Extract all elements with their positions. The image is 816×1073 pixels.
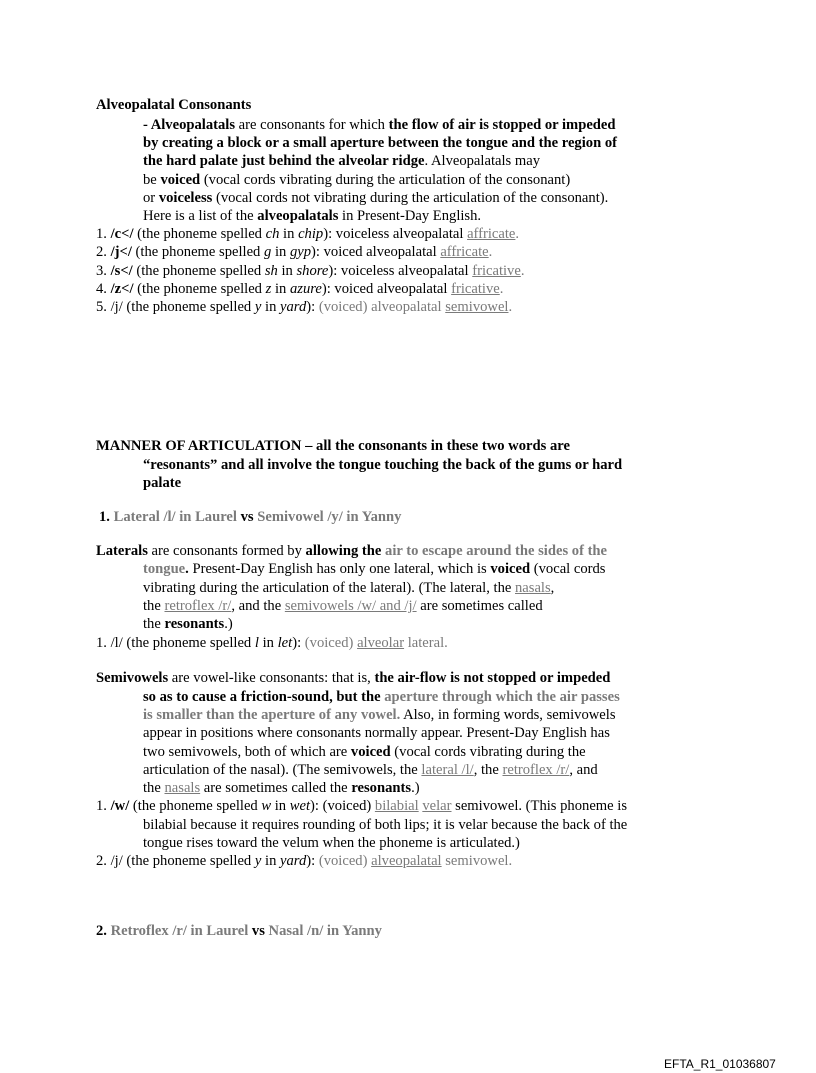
section-heading-alveopalatal: Alveopalatal Consonants [96, 97, 252, 113]
link-lateral[interactable]: lateral /l/ [421, 762, 474, 778]
semivowels-line-5: two semivowels, both of which are voiced (vocal cords vibrating during the [143, 744, 586, 760]
link-alveolar[interactable]: alveolar [357, 635, 405, 651]
list-item: 2. /j</ (the phoneme spelled g in gyp): voiced alveopalatal affricate. [96, 244, 493, 260]
alveo-intro-line-5: or voiceless (vocal cords not vibrating during the articulation of the consonant). [143, 190, 609, 206]
semivowels-line-2: so as to cause a friction-sound, but the aperture through which the air passes [143, 689, 620, 705]
document-id-footer: EFTA_R1_01036807 [664, 1057, 776, 1071]
alveo-intro-line-6: Here is a list of the alveopalatals in Present-Day English. [143, 208, 482, 224]
list-item-continuation: bilabial because it requires rounding of both lips; it is velar because the back of the [143, 817, 628, 833]
link-fricative[interactable]: fricative [472, 263, 521, 279]
list-item: 5. /j/ (the phoneme spelled y in yard): (voiced) alveopalatal semivowel. [96, 299, 513, 315]
link-nasals[interactable]: nasals [515, 580, 551, 596]
laterals-line-4: the retroflex /r/, and the semivowels /w/ and /j/ are sometimes called [143, 598, 543, 614]
list-item: 1. /c</ (the phoneme spelled ch in chip): voiceless alveopalatal affricate. [96, 226, 520, 242]
semivowels-line-6: articulation of the nasal). (The semivowels, the lateral /l/, the retroflex /r/, and [143, 762, 598, 778]
link-bilabial[interactable]: bilabial [374, 798, 419, 814]
list-item-continuation: tongue rises toward the velum when the phoneme is articulated.) [143, 835, 520, 851]
alveo-intro-line-4: be voiced (vocal cords vibrating during the articulation of the consonant) [143, 172, 571, 188]
semivowels-line-4: appear in positions where consonants normally appear. Present-Day English has [143, 725, 610, 741]
list-item: 4. /z</ (the phoneme spelled z in azure): voiced alveopalatal fricative. [96, 281, 504, 297]
link-affricate[interactable]: affricate [467, 226, 516, 242]
alveo-intro-line-1: - Alveopalatals are consonants for which the flow of air is stopped or impeded [143, 117, 616, 133]
section-title-2: 2. Retroflex /r/ in Laurel vs Nasal /n/ in Yanny [96, 923, 382, 939]
link-alveopalatal[interactable]: alveopalatal [371, 853, 442, 869]
manner-heading-line-1: MANNER OF ARTICULATION – all the consonants in these two words are [96, 438, 570, 454]
link-semivowels[interactable]: semivowels /w/ and /j/ [284, 598, 417, 614]
list-item: 2. /j/ (the phoneme spelled y in yard): (voiced) alveopalatal semivowel. [96, 853, 513, 869]
section-title-1: 1. Lateral /l/ in Laurel vs Semivowel /y/ in Yanny [99, 509, 402, 525]
list-item: 1. /l/ (the phoneme spelled l in let): (voiced) alveolar lateral. [96, 635, 448, 651]
laterals-line-2: tongue. Present-Day English has only one lateral, which is voiced (vocal cords [143, 561, 606, 577]
link-retroflex[interactable]: retroflex /r/ [502, 762, 570, 778]
manner-heading-line-3: palate [143, 475, 182, 491]
list-item: 1. /w/ (the phoneme spelled w in wet): (voiced) bilabial velar semivowel. (This phoneme is [96, 798, 628, 814]
list-item: 3. /s</ (the phoneme spelled sh in shore): voiceless alveopalatal fricative. [96, 263, 525, 279]
link-retroflex[interactable]: retroflex /r/ [164, 598, 232, 614]
link-affricate[interactable]: affricate [440, 244, 489, 260]
semivowels-line-3: is smaller than the aperture of any vowel. Also, in forming words, semivowels [143, 707, 616, 723]
alveo-intro-line-2: by creating a block or a small aperture between the tongue and the region of [143, 135, 618, 151]
manner-heading-line-2: “resonants” and all involve the tongue touching the back of the gums or hard [143, 457, 623, 473]
semivowels-line-7: the nasals are sometimes called the resonants.) [143, 780, 420, 796]
link-semivowel[interactable]: semivowel [445, 299, 509, 315]
laterals-line-3: vibrating during the articulation of the lateral). (The lateral, the nasals, [143, 580, 555, 596]
semivowels-line-1: Semivowels are vowel-like consonants: that is, the air-flow is not stopped or impeded [96, 670, 611, 686]
link-velar[interactable]: velar [422, 798, 452, 814]
alveo-intro-line-3: the hard palate just behind the alveolar ridge. Alveopalatals may [143, 153, 540, 169]
laterals-line-5: the resonants.) [143, 616, 233, 632]
laterals-line-1: Laterals are consonants formed by allowing the air to escape around the sides of the [96, 543, 608, 559]
link-nasals[interactable]: nasals [164, 780, 201, 796]
link-fricative[interactable]: fricative [451, 281, 500, 297]
